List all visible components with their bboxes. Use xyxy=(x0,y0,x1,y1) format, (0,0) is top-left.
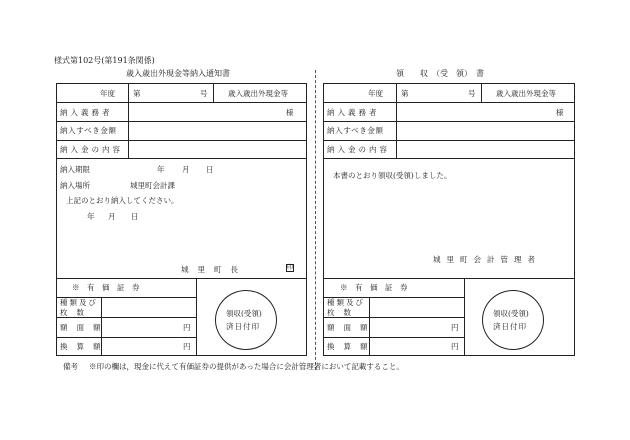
notice-deadline-month: 月 xyxy=(182,165,190,174)
receipt-no-label: 第 xyxy=(401,89,409,98)
notice-face-label: 額面額 xyxy=(60,323,110,332)
notice-stamp-line1: 領収(受領) xyxy=(226,309,262,318)
notice-date-year: 年 xyxy=(87,212,95,221)
notice-payer-value[interactable]: 様 xyxy=(286,108,294,117)
notice-title: 歳入歳出外現金等納入通知書 xyxy=(126,69,230,78)
receipt-face-label: 額面額 xyxy=(327,323,377,332)
notice-deadline-year: 年 xyxy=(157,165,165,174)
notice-seal: 印 xyxy=(287,264,294,271)
receipt-stamp-line2: 済日付印 xyxy=(493,322,527,331)
receipt-kind-label-1: 種類及び xyxy=(327,298,365,307)
receipt-content-field[interactable] xyxy=(398,142,573,157)
receipt-content-label: 納入金の内容 xyxy=(327,145,390,154)
remark-label: 備考 xyxy=(63,362,78,371)
notice-amount-field[interactable] xyxy=(130,123,305,138)
form-number: 様式第102号(第191条関係) xyxy=(54,56,155,65)
notice-date-month: 月 xyxy=(108,212,116,221)
receipt-year-label: 年度 xyxy=(368,89,383,98)
notice-face-unit: 円 xyxy=(183,323,191,332)
notice-instruction: 上記のとおり納入してください。 xyxy=(66,196,179,205)
notice-no-label: 第 xyxy=(133,89,141,98)
receipt-payer-value[interactable]: 様 xyxy=(556,108,564,117)
remark-text: ※印の欄は，現金に代えて有価証券の提供があった場合に会計管理者において記載すること。 xyxy=(89,362,404,371)
receipt-title: 領 収 （受 領） 書 xyxy=(396,69,484,78)
receipt-face-unit: 円 xyxy=(451,323,459,332)
notice-amount-label: 納入すべき金額 xyxy=(60,126,117,135)
notice-category: 歳入歳出外現金等 xyxy=(228,89,288,98)
notice-date-stamp-circle xyxy=(215,290,277,350)
receipt-category: 歳入歳出外現金等 xyxy=(496,89,556,98)
notice-kind-label-1: 種類及び xyxy=(60,298,98,307)
notice-content-field[interactable] xyxy=(130,142,305,157)
receipt-date-stamp-circle xyxy=(482,290,544,350)
notice-stamp-line2: 済日付印 xyxy=(226,322,260,331)
receipt-securities-header: ※ 有 価 証 券 xyxy=(340,283,408,292)
receipt-amount-field[interactable] xyxy=(398,123,573,138)
receipt-signer: 城里町会計管理者 xyxy=(433,255,541,264)
notice-payer-label: 納入義務者 xyxy=(60,108,113,117)
notice-year-label: 年度 xyxy=(100,89,115,98)
notice-converted-label: 換算額 xyxy=(60,342,110,351)
notice-place-value: 城里町会計課 xyxy=(130,181,175,190)
cut-line xyxy=(315,70,316,370)
receipt-kind-label-2: 枚数 xyxy=(327,308,360,317)
notice-content-label: 納入金の内容 xyxy=(60,145,123,154)
notice-securities-header: ※ 有 価 証 券 xyxy=(72,283,140,292)
notice-date-day: 日 xyxy=(131,212,139,221)
notice-deadline-day: 日 xyxy=(206,165,214,174)
notice-place-label: 納入場所 xyxy=(60,181,90,190)
notice-deadline-label: 納入期限 xyxy=(60,165,90,174)
receipt-stamp-line1: 領収(受領) xyxy=(493,309,529,318)
receipt-converted-label: 換算額 xyxy=(327,342,377,351)
receipt-amount-label: 納入すべき金額 xyxy=(327,126,384,135)
notice-no-suffix: 号 xyxy=(200,89,208,98)
receipt-message: 本書のとおり領収(受領)しました。 xyxy=(333,171,452,180)
notice-signer: 城里町長 xyxy=(181,265,247,274)
receipt-no-suffix: 号 xyxy=(468,89,476,98)
notice-kind-label-2: 枚数 xyxy=(60,308,93,317)
receipt-converted-unit: 円 xyxy=(451,342,459,351)
notice-converted-unit: 円 xyxy=(183,342,191,351)
receipt-payer-label: 納入義務者 xyxy=(327,108,380,117)
